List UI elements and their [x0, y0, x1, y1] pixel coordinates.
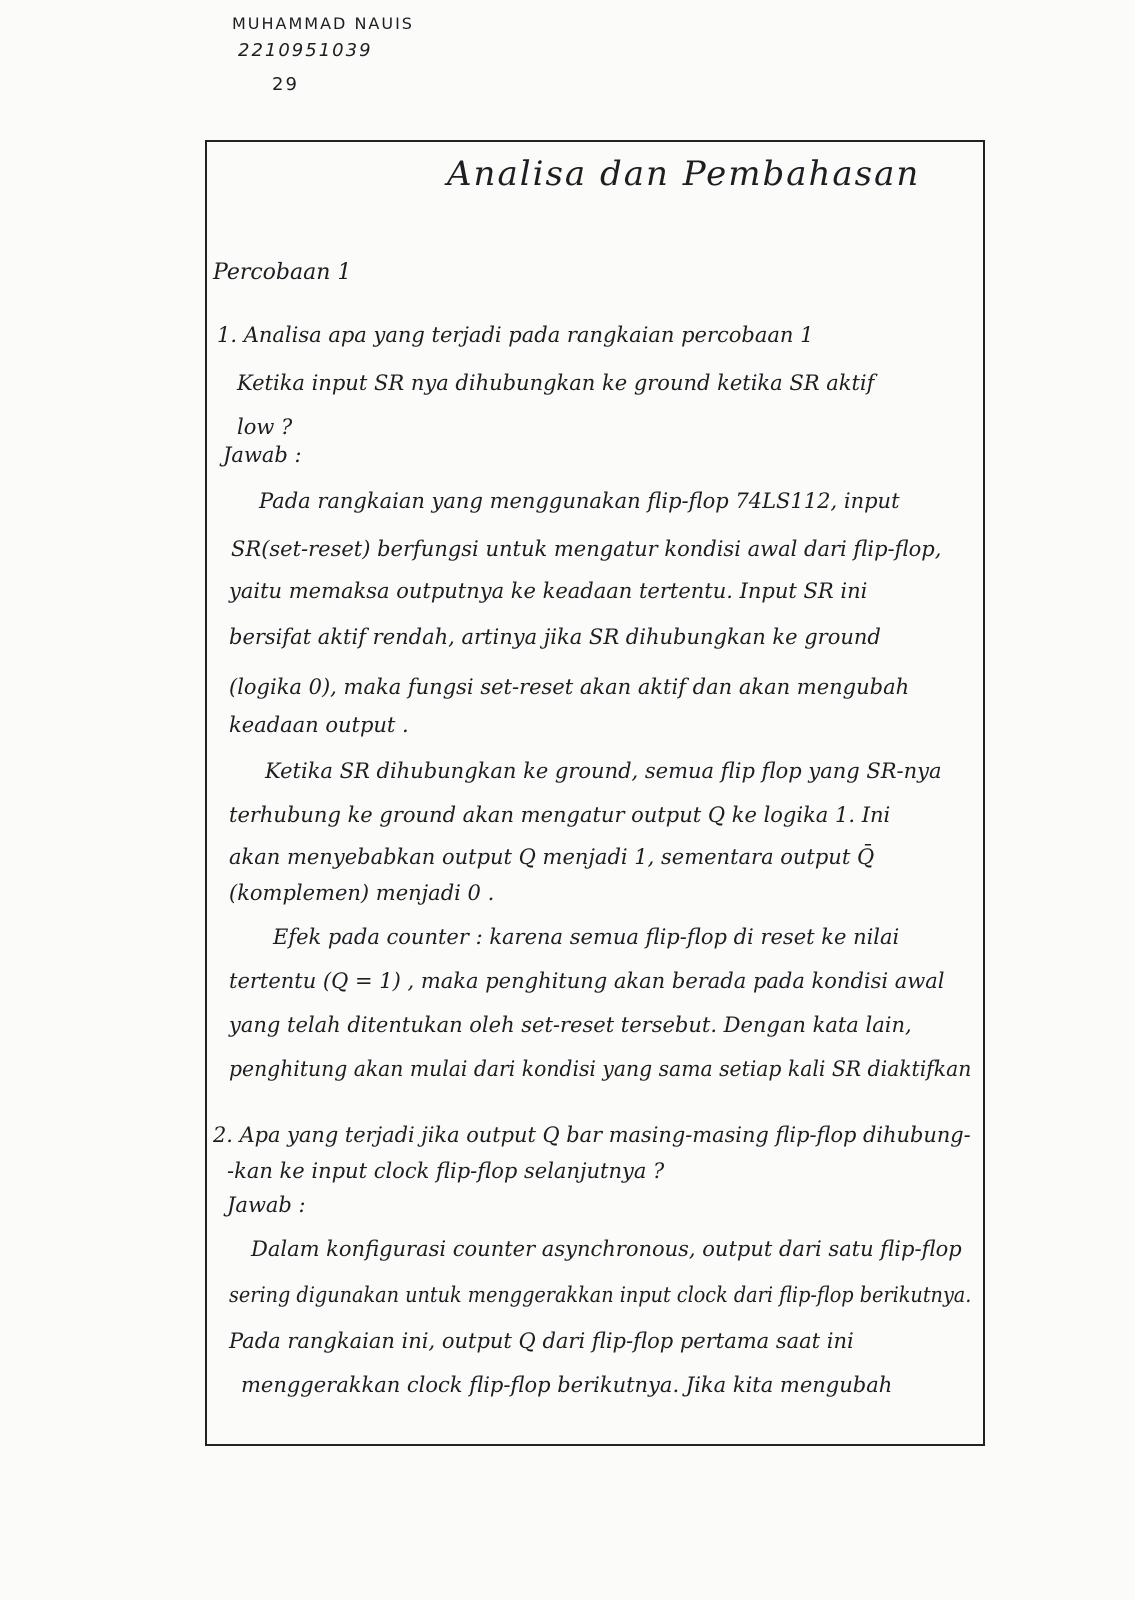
answer-2-line-1: Dalam konfigurasi counter asynchronous, output dari satu flip-flop	[251, 1237, 962, 1261]
answer-1-line-9: akan menyebabkan output Q menjadi 1, sementara output Q̄	[229, 845, 875, 869]
answer-1-line-13: yang telah ditentukan oleh set-reset tersebut. Dengan kata lain,	[229, 1013, 912, 1037]
answer-1-line-11: Efek pada counter : karena semua flip-flop di reset ke nilai	[273, 925, 900, 949]
answer-1-line-2: SR(set-reset) berfungsi untuk mengatur kondisi awal dari flip-flop,	[231, 537, 942, 561]
student-name: MUHAMMAD NAUIS	[232, 14, 414, 33]
question-1-line-1: 1. Analisa apa yang terjadi pada rangkaian percobaan 1	[217, 323, 814, 347]
question-2-line-1: 2. Apa yang terjadi jika output Q bar masing-masing flip-flop dihubung-	[213, 1123, 971, 1147]
student-id: 2210951039	[238, 40, 373, 61]
answer-2-line-2: sering digunakan untuk menggerakkan input clock dari flip-flop berikutnya.	[229, 1283, 972, 1307]
question-1-line-3: low ?	[237, 415, 293, 439]
answer-1-label: Jawab :	[223, 443, 302, 467]
answer-1-line-1: Pada rangkaian yang menggunakan flip-flop 74LS112, input	[259, 489, 900, 513]
answer-1-line-3: yaitu memaksa outputnya ke keadaan tertentu. Input SR ini	[229, 579, 868, 603]
answer-1-line-8: terhubung ke ground akan mengatur output Q ke logika 1. Ini	[229, 803, 891, 827]
student-number: 29	[272, 74, 299, 95]
answer-2-line-4: menggerakkan clock flip-flop berikutnya. Jika kita mengubah	[241, 1373, 893, 1397]
student-header	[232, 14, 532, 95]
section-heading: Percobaan 1	[213, 260, 352, 285]
answer-1-line-7: Ketika SR dihubungkan ke ground, semua flip flop yang SR-nya	[265, 759, 942, 783]
answer-1-line-10: (komplemen) menjadi 0 .	[229, 881, 495, 905]
answer-2-label: Jawab :	[227, 1193, 306, 1217]
answer-1-line-6: keadaan output .	[229, 713, 409, 737]
answer-1-line-5: (logika 0), maka fungsi set-reset akan aktif dan akan mengubah	[229, 675, 910, 699]
question-1-line-2: Ketika input SR nya dihubungkan ke ground ketika SR aktif	[237, 371, 875, 395]
page-title: Analisa dan Pembahasan	[447, 154, 921, 194]
answer-2-line-3: Pada rangkaian ini, output Q dari flip-flop pertama saat ini	[229, 1329, 854, 1353]
answer-1-line-12: tertentu (Q = 1) , maka penghitung akan berada pada kondisi awal	[229, 969, 945, 993]
answer-frame	[205, 140, 985, 1446]
answer-1-line-14: penghitung akan mulai dari kondisi yang sama setiap kali SR diaktifkan	[229, 1057, 972, 1081]
answer-1-line-4: bersifat aktif rendah, artinya jika SR dihubungkan ke ground	[229, 625, 881, 649]
question-2-line-2: -kan ke input clock flip-flop selanjutnya ?	[227, 1159, 665, 1183]
